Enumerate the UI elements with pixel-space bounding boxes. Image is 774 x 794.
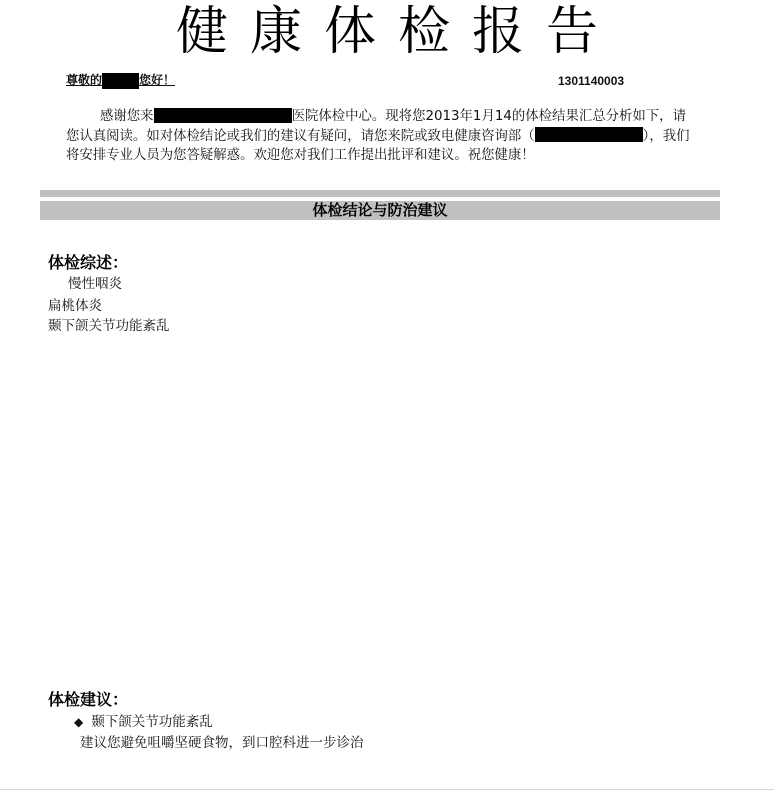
advice-heading: 体检建议： — [48, 690, 129, 709]
intro-text-3: ），我们将安排专业人员为您答疑解惑。欢迎您对我们工作提出批评和建议。祝您健康！ — [66, 128, 690, 163]
report-title: 健康体检报告 — [175, 2, 620, 62]
advice-item — [74, 713, 213, 732]
redacted-phone — [535, 127, 575, 142]
greeting-suffix: 您好！ — [139, 73, 176, 87]
advice-detail: 建议您避免咀嚼坚硬食物，到口腔科进一步诊治 — [80, 735, 364, 751]
intro-text-2: 医院体检中心。现将您2013年1月14的体检结果汇总分析如下，请您认真阅读。如对体检结论或我们的建议有疑问，请您来院或致电健康咨询部（ — [66, 109, 686, 144]
greeting — [66, 71, 175, 89]
intro-text-1: 感谢您来 — [100, 109, 154, 124]
report-code: 1301140003 — [558, 74, 625, 88]
divider-bar — [40, 190, 720, 197]
intro-paragraph — [66, 107, 696, 166]
summary-item: 扁桃体炎 — [48, 298, 102, 314]
redacted-hospital — [154, 108, 292, 123]
redacted-phone-cont — [575, 127, 643, 142]
greeting-prefix: 尊敬的 — [66, 73, 103, 87]
diamond-bullet-icon: ◆ — [74, 715, 84, 729]
summary-item: 颞下颌关节功能紊乱 — [48, 318, 170, 334]
summary-heading: 体检综述： — [48, 253, 129, 272]
redacted-name — [102, 73, 139, 89]
advice-item-label: 颞下颌关节功能紊乱 — [91, 714, 213, 730]
summary-item: 慢性咽炎 — [68, 276, 122, 292]
section-title: 体检结论与防治建议 — [40, 201, 720, 220]
page-bottom-line — [0, 789, 774, 790]
